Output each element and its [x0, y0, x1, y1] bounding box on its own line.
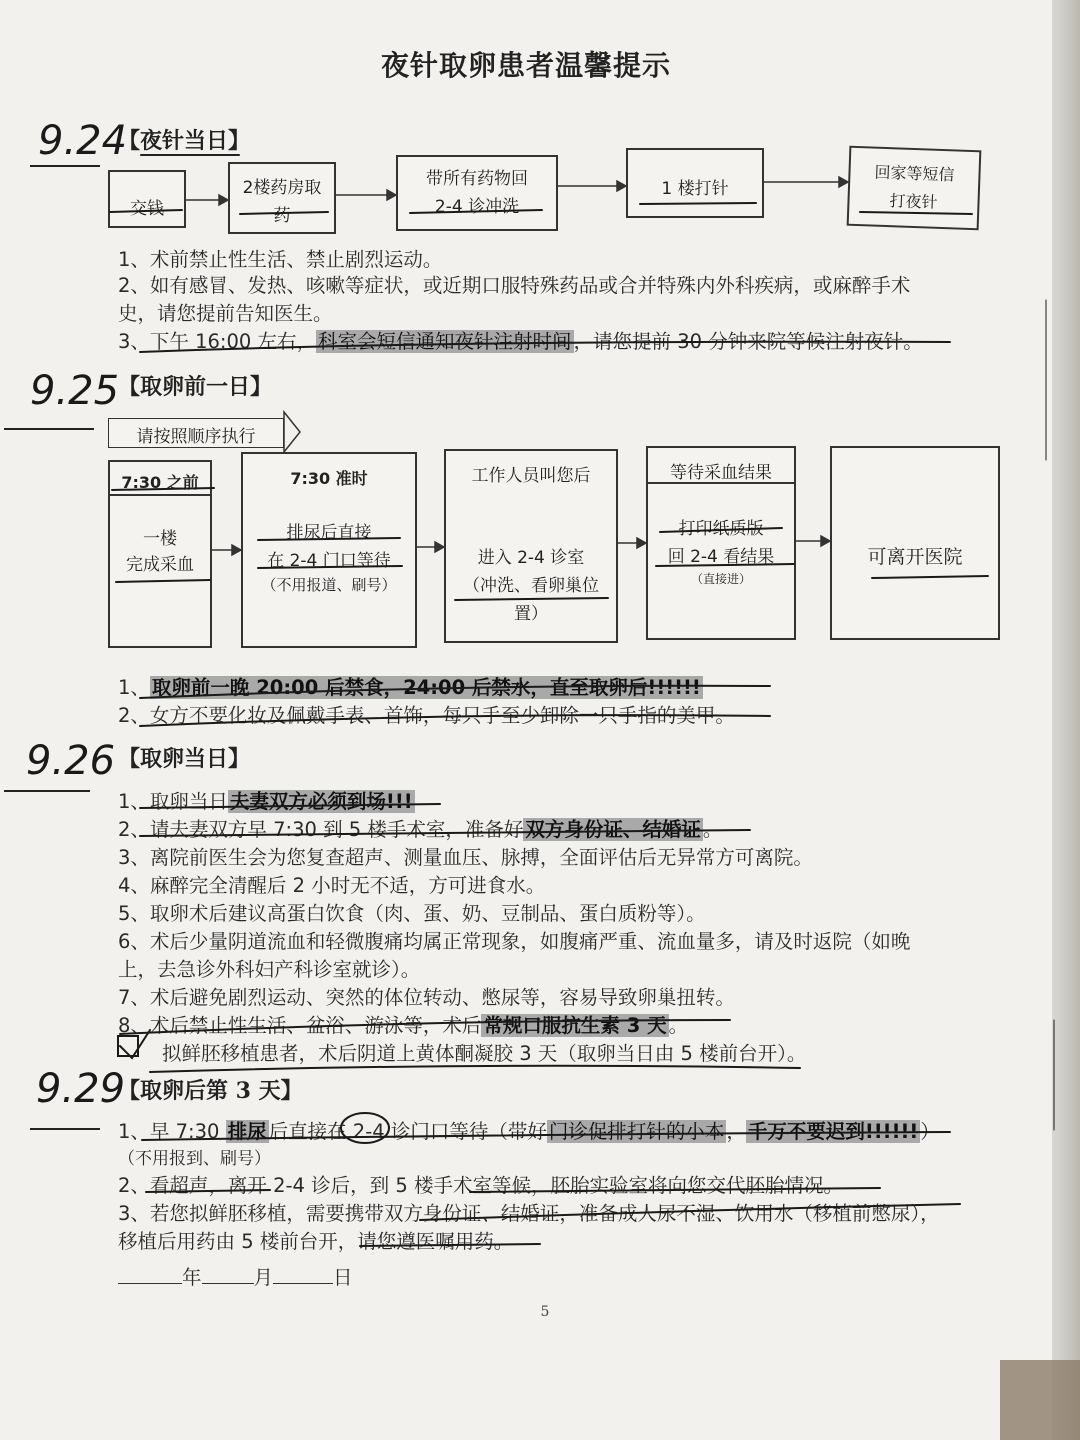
flow-label: 1 楼打针 [661, 179, 729, 199]
handwritten-underline [4, 790, 90, 792]
step-line: 可离开医院 [867, 546, 963, 568]
step-line: 进入 2-4 诊室 [477, 548, 585, 568]
note-text: 1、早 7:30 [118, 1120, 226, 1143]
step-head: 7:30 准时 [290, 469, 368, 488]
highlighted-text: 科室会短信通知夜针注射时间 [318, 330, 572, 353]
step-box-5 [830, 446, 1000, 640]
note-text: 2、请夫妻双方早 7:30 到 5 楼手术室，准备好 [118, 818, 524, 841]
highlighted-text: 双方身份证、结婚证 [525, 818, 701, 841]
note-line: （不用报到、刷号） [118, 1149, 271, 1169]
note-text: 后直接在 2-4 诊门口等待（带好 [268, 1120, 547, 1143]
step-line: （冲洗、看卵巢位 [463, 576, 599, 596]
note-text: ） [920, 1120, 940, 1143]
flow-box-pharmacy [228, 162, 336, 234]
blank-field [273, 1283, 333, 1284]
flow-label: 2楼药房取药 [242, 178, 322, 226]
note-line [118, 1116, 940, 1144]
date-fill-line [118, 1262, 353, 1290]
note-line: 移植后用药由 5 楼前台开，请您遵医嘱用药。 [118, 1230, 514, 1253]
step-head: 工作人员叫您后 [471, 466, 591, 486]
section-heading: 【取卵前一日】 [118, 374, 273, 400]
flow-label: 交钱 [130, 199, 164, 219]
step-head-rule [110, 494, 210, 496]
flow-label: 回家等短信打夜针 [874, 162, 955, 212]
step-line: 排尿后直接 [286, 523, 372, 543]
flow-box-home [847, 146, 982, 231]
document-title: 夜针取卵患者温馨提示 [380, 49, 671, 82]
note-text: 3、下午 16:00 左右， [118, 330, 316, 353]
section-heading: 【取卵后第 3 天】 [118, 1078, 303, 1104]
note-line: 史，请您提前告知医生。 [118, 302, 333, 325]
flow-box-rinse [396, 155, 558, 231]
section-heading: 【取卵当日】 [118, 746, 251, 772]
note-line: 2、看超声，离开 2-4 诊后，到 5 楼手术室等候，胚胎实验室将向您交代胚胎情况。 [118, 1174, 843, 1197]
step-head-rule [648, 482, 794, 484]
highlighted-text: 排尿 [227, 1120, 267, 1143]
blank-field [118, 1283, 182, 1284]
handwritten-underline [4, 428, 94, 430]
handwritten-date: 9.29 [36, 1066, 126, 1112]
handwritten-underline [30, 165, 100, 167]
note-line: 2、如有感冒、发热、咳嗽等症状，或近期口服特殊药品或合并特殊内外科疾病，或麻醉手术 [118, 274, 911, 297]
note-text: 1、 [118, 676, 150, 699]
note-text: 。 [668, 1014, 689, 1037]
step-line: 在 2-4 门口等待 [267, 551, 391, 571]
page-stack-edge [1052, 0, 1080, 1440]
note-line: 3、离院前医生会为您复查超声、测量血压、脉搏，全面评估后无异常方可离院。 [118, 846, 813, 869]
note-line: 3、若您拟鲜胚移植，需要携带双方身份证、结婚证，准备成人尿不湿、饮用水（移植前憋尿）， [118, 1202, 940, 1225]
step-line: 打印纸质版 [678, 519, 764, 539]
note-line: 拟鲜胚移植患者，术后阴道上黄体酮凝胶 3 天（取卵当日由 5 楼前台开）。 [162, 1042, 807, 1065]
note-text: ，请您提前 30 分钟来院等候注射夜针。 [573, 330, 923, 353]
date-unit: 月 [253, 1266, 274, 1289]
handwritten-date: 9.24 [38, 118, 128, 164]
date-unit: 日 [333, 1266, 353, 1289]
highlighted-text: 常规口服抗生素 3 天 [483, 1014, 667, 1037]
blank-field [202, 1283, 254, 1284]
highlighted-text: 夫妻双方必须到场!!! [229, 790, 413, 813]
handwritten-date: 9.25 [30, 368, 120, 414]
highlighted-text: 千万不要迟到!!!!!! [747, 1120, 919, 1143]
step-head: 7:30 之前 [121, 473, 199, 492]
note-text: 。 [702, 818, 723, 841]
sequence-banner [108, 418, 284, 448]
note-text: 8、术后禁止性生活、盆浴、游泳等，术后 [118, 1014, 482, 1037]
note-line: 4、麻醉完全清醒后 2 小时无不适，方可进食水。 [118, 874, 546, 897]
handwritten-date: 9.26 [26, 738, 116, 784]
note-line: 5、取卵术后建议高蛋白饮食（肉、蛋、奶、豆制品、蛋白质粉等）。 [118, 902, 706, 925]
note-line [118, 1010, 688, 1038]
note-line [118, 786, 415, 814]
note-text: ， [726, 1120, 746, 1143]
page-number: 5 [540, 1304, 550, 1320]
note-line [118, 814, 722, 842]
step-box-2 [241, 452, 417, 648]
highlighted-text: 取卵前一晚 20:00 后禁食，24:00 后禁水，直至取卵后!!!!!! [151, 676, 701, 699]
step-head: 等待采血结果 [670, 463, 772, 483]
date-unit: 年 [182, 1266, 202, 1289]
handwritten-underline [30, 1128, 100, 1130]
note-line: 1、术前禁止性生活、禁止剧烈运动。 [118, 248, 443, 271]
step-box-3 [444, 449, 618, 643]
flow-label: 带所有药物回 2-4 诊冲洗 [426, 169, 528, 217]
section-heading: 【夜针当日】 [118, 128, 251, 154]
banner-label: 请按照顺序执行 [136, 427, 256, 447]
note-line: 6、术后少量阴道流血和轻微腹痛均属正常现象，如腹痛严重、流血量多，请及时返院（如晚 [118, 930, 911, 953]
note-line [118, 326, 923, 354]
step-line: 置） [514, 604, 548, 624]
note-line: 上，去急诊外科妇产科诊室就诊）。 [118, 958, 421, 981]
step-line: 一楼 [143, 529, 177, 549]
note-text: 1、取卵当日 [118, 790, 228, 813]
step-box-4 [646, 446, 796, 640]
step-line: （直接进） [690, 572, 751, 586]
highlighted-text: 门诊促排打针的小本 [548, 1120, 725, 1143]
note-line [118, 672, 703, 700]
note-line: 7、术后避免剧烈运动、突然的体位转动、憋尿等，容易导致卵巢扭转。 [118, 986, 735, 1009]
note-line: 2、女方不要化妆及佩戴手表、首饰，每只手至少卸除一只手指的美甲。 [118, 704, 735, 727]
pen-underline [140, 154, 240, 156]
step-line: （不用报道、刷号） [261, 576, 397, 594]
step-line: 完成采血 [126, 555, 194, 575]
flow-box-injection [626, 148, 764, 218]
step-box-1 [108, 460, 212, 648]
step-line: 回 2-4 看结果 [667, 547, 775, 567]
flow-box-pay [108, 170, 186, 228]
background-floor [1000, 1360, 1080, 1440]
